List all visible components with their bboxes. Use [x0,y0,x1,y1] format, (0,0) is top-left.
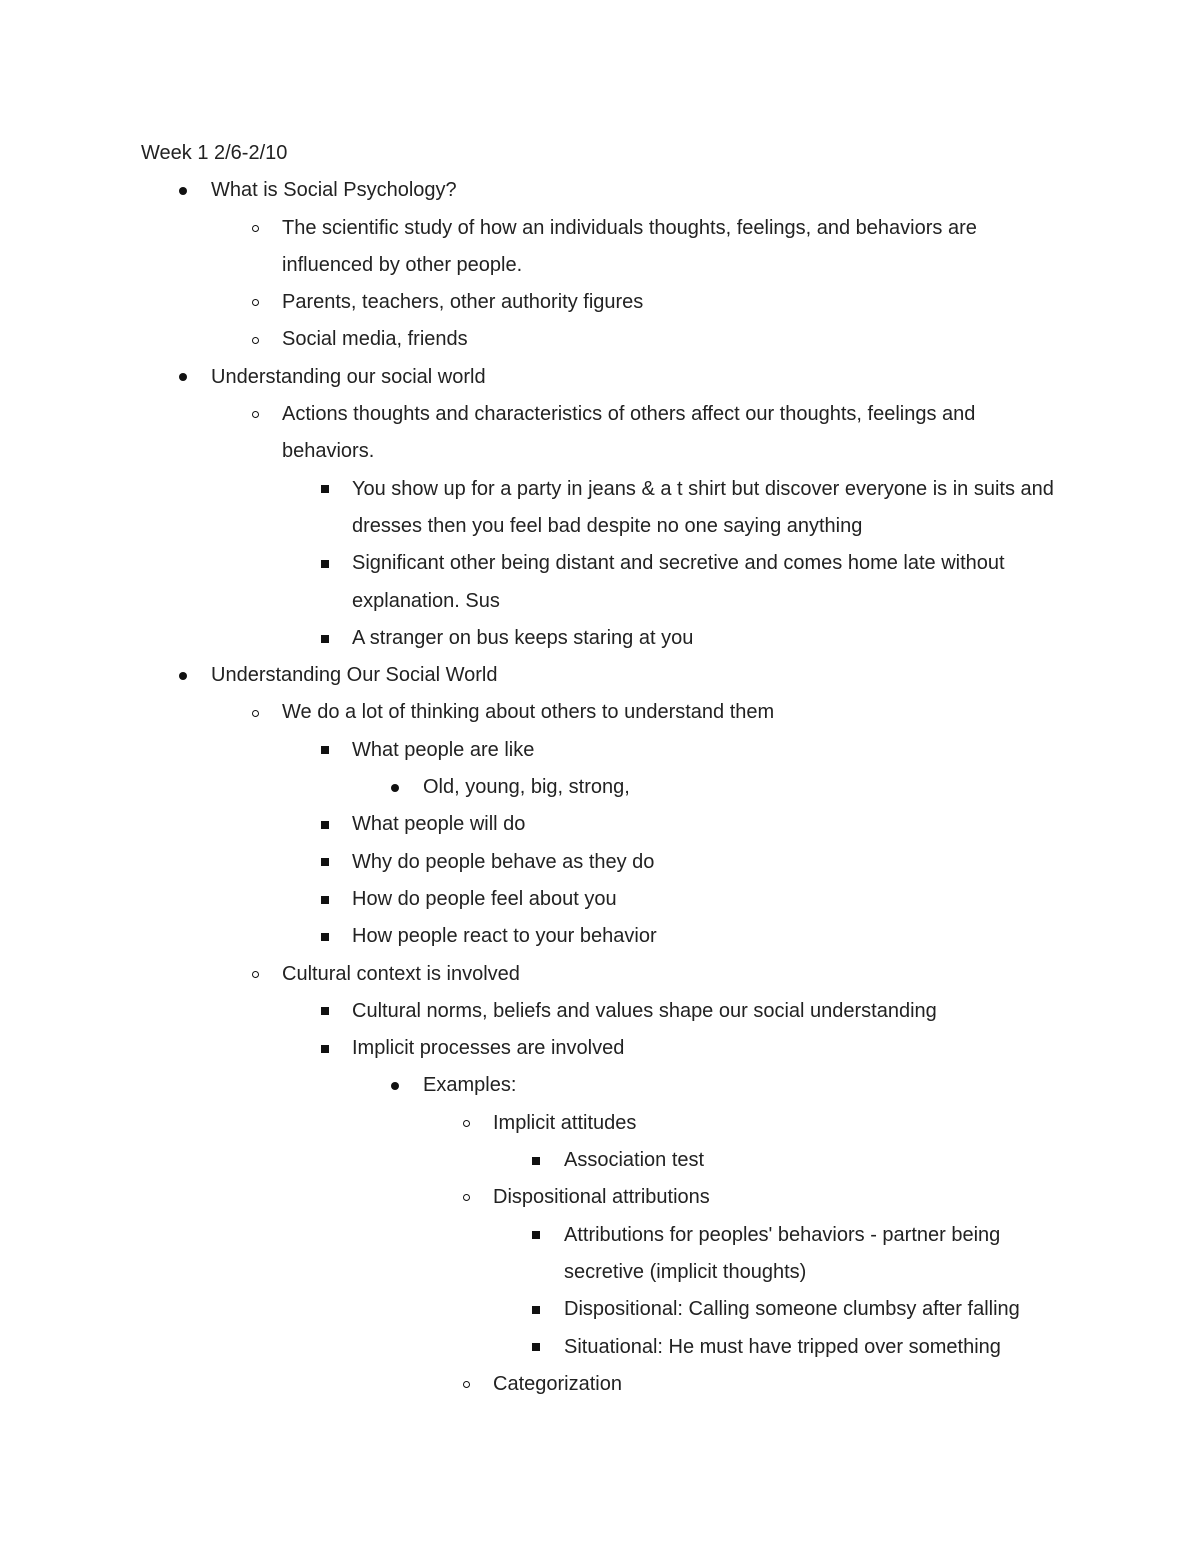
filled-circle-bullet-icon [391,784,399,792]
list-item [141,657,1071,694]
list-item [141,694,1071,731]
square-bullet-icon [532,1306,540,1314]
bullet-marker [171,172,195,209]
bullet-marker [243,396,267,433]
list-item [141,1030,1071,1067]
bullet-marker [313,620,337,657]
list-item-text: Understanding our social world [211,365,486,388]
bullet-marker [313,918,337,955]
list-item-text: Implicit attitudes [493,1111,637,1134]
bullet-list [141,172,1071,1403]
list-item [141,1291,1071,1328]
list-item-text: Actions thoughts and characteristics of others affect our thoughts, feelings and behaviors. [282,403,976,463]
square-bullet-icon [532,1157,540,1165]
hollow-circle-bullet-icon [252,225,259,232]
bullet-marker [383,769,407,806]
list-item-text: You show up for a party in jeans & a t shirt but discover everyone is in suits and dresses then you feel bad despite no one saying anything [352,477,1054,537]
bullet-marker [524,1217,548,1254]
list-item [141,1329,1071,1366]
hollow-circle-bullet-icon [252,710,259,717]
bullet-marker [524,1142,548,1179]
hollow-circle-bullet-icon [463,1194,470,1201]
list-item-text: Why do people behave as they do [352,850,655,873]
list-item-text: Dispositional attributions [493,1186,710,1209]
bullet-marker [313,545,337,582]
list-item-text: Attributions for peoples' behaviors - partner being secretive (implicit thoughts) [564,1223,1001,1283]
list-item-text: Dispositional: Calling someone clumbsy after falling [564,1298,1020,1321]
square-bullet-icon [321,1045,329,1053]
square-bullet-icon [321,485,329,493]
document-content [141,135,1071,1403]
list-item [141,620,1071,657]
list-item [141,769,1071,806]
bullet-marker [454,1366,478,1403]
list-item-text: Cultural context is involved [282,962,520,985]
list-item [141,1105,1071,1142]
bullet-marker [313,471,337,508]
list-item-text: Situational: He must have tripped over something [564,1335,1001,1358]
list-item [141,1179,1071,1216]
bullet-marker [243,694,267,731]
list-item-text: Implicit processes are involved [352,1037,625,1060]
list-item-text: Categorization [493,1372,622,1395]
square-bullet-icon [532,1231,540,1239]
list-item [141,396,1071,471]
list-item [141,545,1071,620]
list-item [141,806,1071,843]
list-item [141,1067,1071,1104]
list-item [141,284,1071,321]
list-item-text: Examples: [423,1074,517,1097]
list-item-text: We do a lot of thinking about others to understand them [282,701,775,724]
square-bullet-icon [321,896,329,904]
list-item-text: Significant other being distant and secretive and comes home late without explanation. Sus [352,552,1005,612]
list-item-text: What people will do [352,813,526,836]
bullet-marker [313,881,337,918]
list-item-text: Social media, friends [282,328,468,351]
list-item [141,1366,1071,1403]
bullet-marker [313,993,337,1030]
list-item-text: Association test [564,1149,705,1172]
list-item-text: Understanding Our Social World [211,664,498,687]
bullet-marker [454,1105,478,1142]
list-item-text: The scientific study of how an individuals thoughts, feelings, and behaviors are influenced by other people. [282,216,977,276]
bullet-marker [243,210,267,247]
list-item [141,172,1071,209]
list-item-text: How do people feel about you [352,887,617,910]
filled-circle-bullet-icon [391,1082,399,1090]
square-bullet-icon [321,821,329,829]
square-bullet-icon [321,1007,329,1015]
list-item [141,321,1071,358]
page-title: Week 1 2/6-2/10 [141,142,288,164]
bullet-marker [171,359,195,396]
square-bullet-icon [532,1343,540,1351]
bullet-marker [171,657,195,694]
list-item [141,844,1071,881]
filled-circle-bullet-icon [179,373,187,381]
filled-circle-bullet-icon [179,672,187,680]
hollow-circle-bullet-icon [252,299,259,306]
square-bullet-icon [321,933,329,941]
list-item [141,918,1071,955]
bullet-marker [243,321,267,358]
square-bullet-icon [321,635,329,643]
bullet-marker [243,956,267,993]
list-item [141,210,1071,285]
bullet-marker [313,732,337,769]
bullet-marker [313,844,337,881]
list-item [141,1142,1071,1179]
bullet-marker [454,1179,478,1216]
list-item-text: Parents, teachers, other authority figures [282,291,644,314]
list-item-text: Old, young, big, strong, [423,776,630,799]
list-item [141,881,1071,918]
square-bullet-icon [321,560,329,568]
bullet-marker [313,806,337,843]
square-bullet-icon [321,858,329,866]
list-item [141,1217,1071,1292]
square-bullet-icon [321,746,329,754]
list-item-text: Cultural norms, beliefs and values shape our social understanding [352,999,937,1022]
list-item [141,993,1071,1030]
list-item [141,956,1071,993]
bullet-marker [524,1329,548,1366]
list-item [141,471,1071,546]
bullet-marker [313,1030,337,1067]
bullet-marker [524,1291,548,1328]
list-item-text: A stranger on bus keeps staring at you [352,626,694,649]
hollow-circle-bullet-icon [463,1120,470,1127]
hollow-circle-bullet-icon [252,411,259,418]
list-item [141,359,1071,396]
list-item-text: What is Social Psychology? [211,179,457,202]
bullet-marker [243,284,267,321]
hollow-circle-bullet-icon [252,337,259,344]
hollow-circle-bullet-icon [252,971,259,978]
list-item-text: What people are like [352,738,535,761]
bullet-marker [383,1067,407,1104]
hollow-circle-bullet-icon [463,1381,470,1388]
filled-circle-bullet-icon [179,187,187,195]
list-item [141,732,1071,769]
list-item-text: How people react to your behavior [352,925,657,948]
